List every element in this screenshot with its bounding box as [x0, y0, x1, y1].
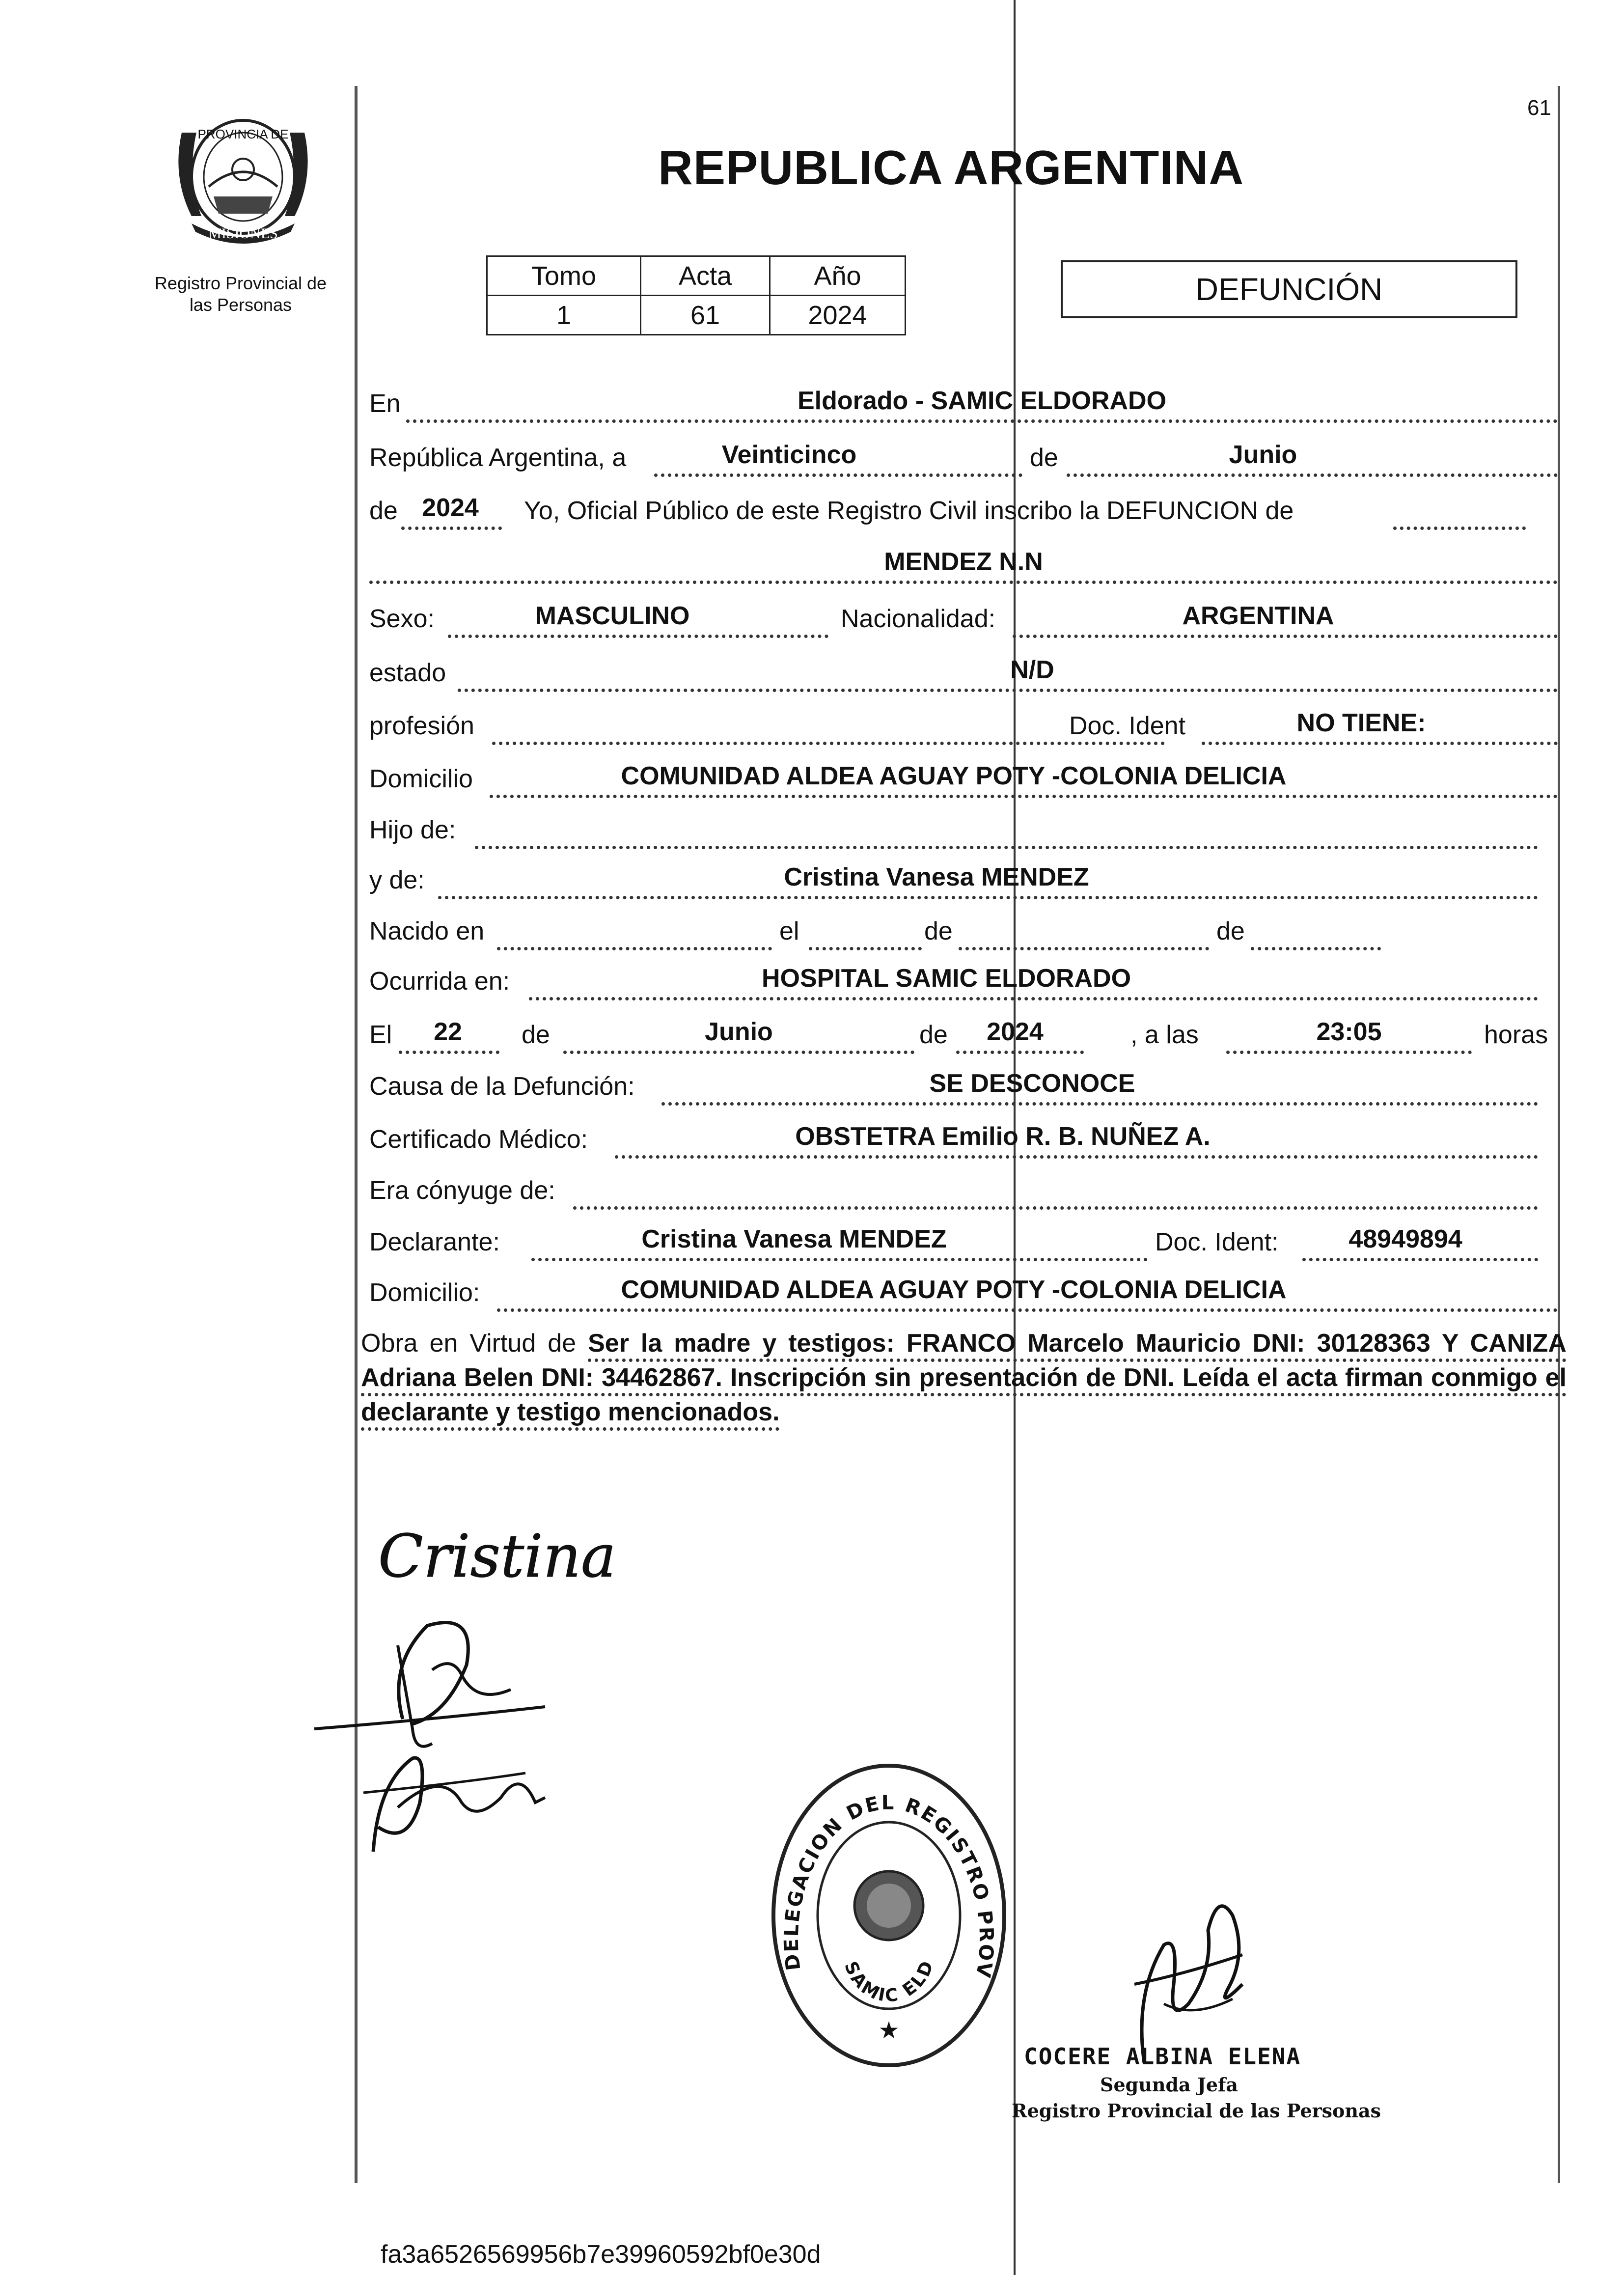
stamp-outer-text: DELEGACION DEL REGISTRO PROV — [780, 1791, 998, 1981]
label-alas: , a las — [1130, 1021, 1199, 1049]
page-number: 61 — [1527, 96, 1551, 120]
book-table — [486, 255, 906, 335]
value-doc-ident: NO TIENE: — [1296, 709, 1426, 737]
value-month: Junio — [1229, 441, 1297, 469]
value-death-time: 23:05 — [1316, 1018, 1382, 1046]
label-declarante: Declarante: — [369, 1228, 500, 1256]
value-place-of-death: HOSPITAL SAMIC ELDORADO — [761, 964, 1131, 993]
value-domicilio: COMUNIDAD ALDEA AGUAY POTY -COLONIA DELICIA — [621, 762, 1287, 790]
value-death-year: 2024 — [987, 1018, 1044, 1046]
label-fecha-de1: de — [522, 1021, 550, 1049]
label-ocurrida: Ocurrida en: — [369, 967, 510, 996]
official-office: Registro Provincial de las Personas — [1012, 2100, 1381, 2122]
declarant-signature — [373, 1518, 616, 1604]
text-inscribo: Yo, Oficial Público de este Registro Civil inscribo la DEFUNCION de — [524, 497, 1294, 525]
label-fecha-de2: de — [919, 1021, 948, 1049]
book-header-anio: Año — [770, 256, 906, 296]
row-en — [369, 388, 1558, 422]
registry-name — [138, 273, 344, 316]
book-header-acta: Acta — [641, 256, 770, 296]
label-hijo: Hijo de: — [369, 816, 456, 844]
book-value-acta: 61 — [641, 296, 770, 335]
row-profesion — [369, 710, 1558, 745]
right-margin-line — [1558, 86, 1560, 2183]
row-declarante — [369, 1226, 1558, 1261]
row-name — [369, 549, 1558, 583]
value-deceased-name: MENDEZ N.N — [884, 548, 1043, 576]
value-death-day: 22 — [434, 1018, 462, 1046]
row-yde — [369, 864, 1558, 899]
label-el: El — [369, 1021, 392, 1049]
value-nacionalidad: ARGENTINA — [1182, 602, 1334, 630]
row-domicilio — [369, 763, 1558, 798]
obra-en-virtud — [361, 1326, 1567, 1429]
label-profesion: profesión — [369, 712, 474, 740]
stamp-inner-text: SAMIC ELD — [840, 1956, 938, 2006]
label-inscribo-de: de — [369, 497, 398, 525]
value-day-words: Veinticinco — [721, 441, 857, 469]
label-obra: Obra en Virtud de — [361, 1329, 577, 1358]
label-en: En — [369, 389, 401, 418]
svg-text:DELEGACION DEL REGISTRO PROVIN — [766, 1758, 997, 1980]
label-conyuge: Era cónyuge de: — [369, 1176, 555, 1205]
label-yde: y de: — [369, 866, 425, 894]
official-role: Segunda Jefa — [1100, 2074, 1238, 2096]
registry-stamp — [766, 1758, 1012, 2075]
witness-signatures — [314, 1596, 589, 1874]
label-domicilio: Domicilio — [369, 765, 473, 793]
label-nacido: Nacido en — [369, 917, 485, 945]
row-hijo — [369, 814, 1558, 849]
document-hash: fa3a6526569956b7e39960592bf0e30d — [381, 2240, 821, 2269]
label-nacido-el: el — [779, 917, 799, 945]
province-emblem — [162, 103, 324, 253]
row-fecha — [369, 1019, 1558, 1054]
label-republica-de: de — [1030, 444, 1058, 472]
declarant-handwriting: Cristina — [378, 1523, 616, 1591]
value-sexo: MASCULINO — [535, 602, 690, 630]
emblem-bottom-text: MISIONES — [208, 225, 278, 242]
label-estado: estado — [369, 659, 446, 687]
row-causa — [369, 1071, 1558, 1105]
value-domicilio2: COMUNIDAD ALDEA AGUAY POTY -COLONIA DELICIA — [621, 1276, 1287, 1304]
book-value-tomo: 1 — [487, 296, 641, 335]
row-estado — [369, 657, 1558, 692]
row-domicilio2 — [369, 1277, 1558, 1311]
row-ocurrida — [369, 966, 1558, 1000]
document-title: REPUBLICA ARGENTINA — [658, 140, 1244, 194]
value-death-month: Junio — [705, 1018, 773, 1046]
stamp-star-icon: ★ — [878, 2017, 900, 2044]
label-nacido-de1: de — [924, 917, 953, 945]
value-mother: Cristina Vanesa MENDEZ — [784, 863, 1089, 891]
value-estado: N/D — [1010, 656, 1054, 684]
label-certificado: Certificado Médico: — [369, 1125, 588, 1154]
value-declarant: Cristina Vanesa MENDEZ — [641, 1225, 947, 1253]
record-type-box: DEFUNCIÓN — [1061, 260, 1517, 318]
value-inscription-year: 2024 — [422, 494, 479, 522]
official-name: COCERE ALBINA ELENA — [1024, 2043, 1301, 2070]
label-nacido-de2: de — [1216, 917, 1245, 945]
label-domicilio2: Domicilio: — [369, 1278, 480, 1307]
registry-name-line1: Registro Provincial de — [154, 273, 327, 293]
label-nacionalidad: Nacionalidad: — [841, 605, 996, 633]
row-inscribo — [369, 495, 1558, 529]
registry-name-line2: las Personas — [189, 295, 292, 315]
label-republica: República Argentina, a — [369, 444, 627, 472]
row-nacido — [369, 916, 1558, 950]
book-value-anio: 2024 — [770, 296, 906, 335]
emblem-top-text: PROVINCIA DE — [197, 127, 289, 141]
value-medical-certificate: OBSTETRA Emilio R. B. NUÑEZ A. — [795, 1122, 1211, 1151]
book-header-tomo: Tomo — [487, 256, 641, 296]
value-declarant-doc: 48949894 — [1349, 1225, 1462, 1253]
row-conyuge — [369, 1175, 1558, 1209]
value-cause: SE DESCONOCE — [929, 1069, 1135, 1098]
label-doc-ident: Doc. Ident — [1069, 712, 1186, 740]
value-obra: Ser la madre y testigos: FRANCO Marcelo Mauricio DNI: 30128363 Y CANIZA Adriana Belen DNI: 34462867. Inscripción sin presentación de DNI. Leída el acta firman conmigo el declarante y testigo mencionados. — [361, 1329, 1567, 1431]
label-declarante-doc: Doc. Ident: — [1155, 1228, 1279, 1256]
row-republica — [369, 442, 1558, 476]
row-sexo — [369, 603, 1558, 638]
row-certificado — [369, 1124, 1558, 1158]
value-place: Eldorado - SAMIC ELDORADO — [797, 387, 1167, 415]
label-causa: Causa de la Defunción: — [369, 1072, 635, 1101]
label-horas: horas — [1484, 1021, 1548, 1049]
label-sexo: Sexo: — [369, 605, 435, 633]
